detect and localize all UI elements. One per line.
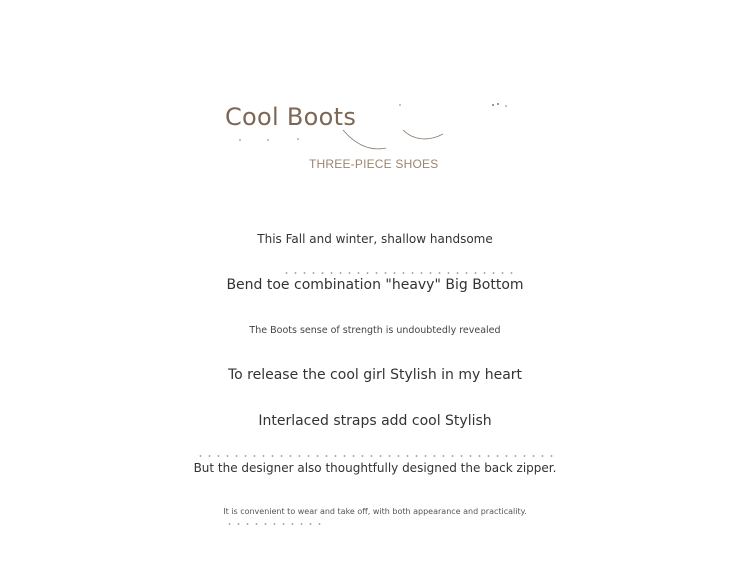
faint-dotted-divider	[282, 272, 518, 274]
description-line-7: It is convenient to wear and take off, with both appearance and practicality.	[223, 507, 527, 516]
description-line-5: Interlaced straps add cool Stylish	[258, 413, 492, 429]
description-line-1: This Fall and winter, shallow handsome	[257, 232, 493, 246]
brand-title: Cool Boots	[225, 103, 357, 131]
faint-dotted-divider	[196, 455, 556, 457]
faint-dotted-divider	[225, 523, 325, 525]
brand-subtitle: THREE-PIECE SHOES	[309, 157, 439, 171]
description-line-2: Bend toe combination "heavy" Big Bottom	[226, 277, 524, 293]
description-line-6: But the designer also thoughtfully designed the back zipper.	[193, 461, 557, 475]
description-line-4: To release the cool girl Stylish in my heart	[227, 367, 523, 383]
description-line-3: The Boots sense of strength is undoubtedly revealed	[249, 325, 501, 336]
